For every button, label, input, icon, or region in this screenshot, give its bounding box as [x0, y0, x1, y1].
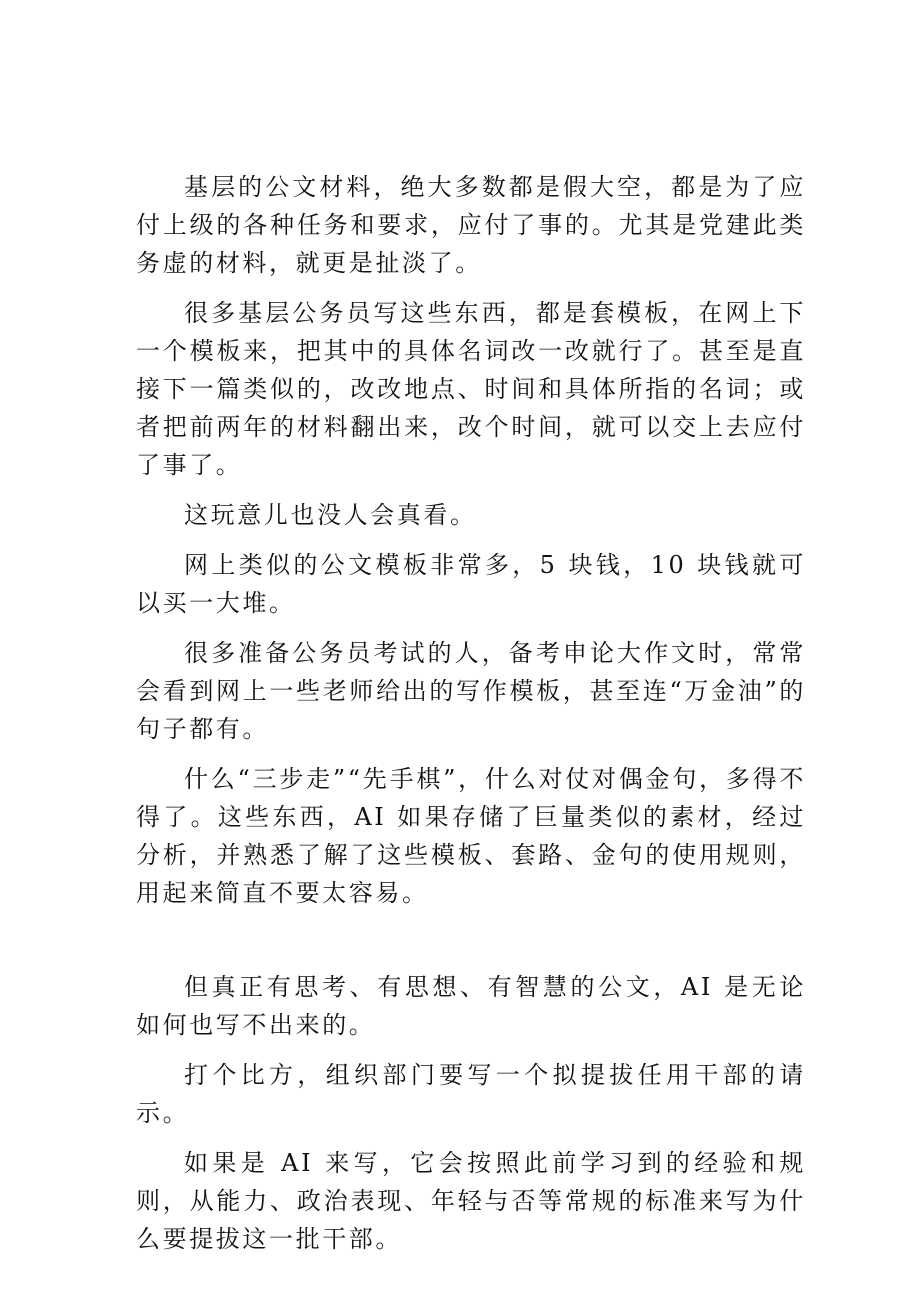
document-body	[136, 168, 806, 1270]
paragraph-3: 这玩意儿也没人会真看。	[184, 501, 477, 529]
paragraph-4: 网上类似的公文模板非常多，5 块钱，10 块钱就可以买一大堆。	[136, 551, 806, 617]
paragraph-5: 很多准备公务员考试的人，备考申论大作文时，常常会看到网上一些老师给出的写作模板，甚至连“万金油”的句子都有。	[136, 639, 806, 743]
paragraph-6: 什么“三步走”“先手棋”，什么对仗对偶金句，多得不得了。这些东西，AI 如果存储了巨量类似的素材，经过分析，并熟悉了解了这些模板、套路、金句的使用规则，用起来简直不要太容易。	[136, 765, 806, 907]
paragraph-7: 但真正有思考、有思想、有智慧的公文，AI 是无论如何也写不出来的。	[136, 973, 806, 1039]
paragraph-8: 打个比方，组织部门要写一个拟提拔任用干部的请示。	[136, 1061, 806, 1127]
paragraph-2: 很多基层公务员写这些东西，都是套模板，在网上下一个模板来，把其中的具体名词改一改就行了。甚至是直接下一篇类似的，改改地点、时间和具体所指的名词；或者把前两年的材料翻出来，改个时间，就可以交上去应付了事了。	[136, 299, 806, 479]
paragraph-1: 基层的公文材料，绝大多数都是假大空，都是为了应付上级的各种任务和要求，应付了事的。尤其是党建此类务虚的材料，就更是扯淡了。	[136, 173, 806, 277]
paragraph-9: 如果是 AI 来写，它会按照此前学习到的经验和规则，从能力、政治表现、年轻与否等常规的标准来写为什么要提拔这一批干部。	[136, 1149, 806, 1253]
